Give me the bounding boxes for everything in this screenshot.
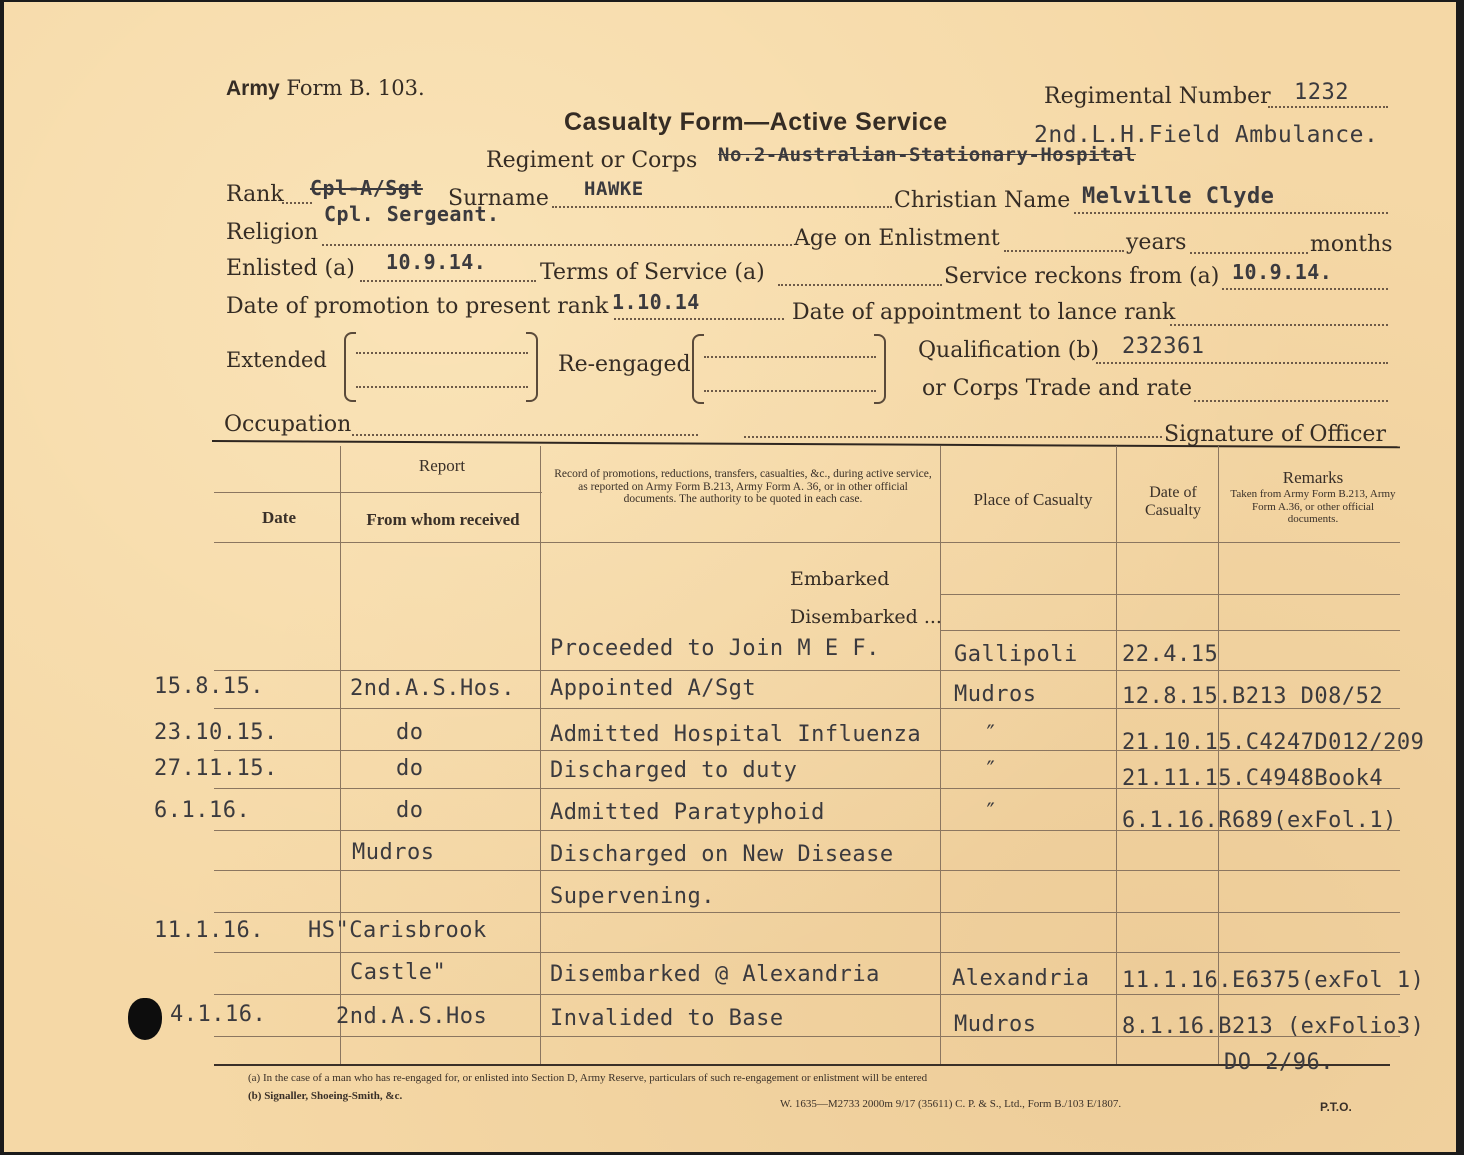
row-9-casualty-date: 8.1.16.B213 (exFolio3) (1122, 1014, 1425, 1039)
corps-trade-label: or Corps Trade and rate (922, 376, 1192, 401)
row-0-place: Gallipoli (954, 642, 1078, 667)
years-label: years (1126, 230, 1187, 255)
signature-label: Signature of Officer (1164, 422, 1386, 447)
row-1-place: Mudros (954, 682, 1037, 707)
remarks-header: Remarks (1282, 468, 1344, 487)
row-2-record: Admitted Hospital Influenza (550, 722, 922, 747)
row-9-from: 2nd.A.S.Hos (336, 1004, 488, 1029)
row-2-place: ″ (984, 722, 998, 747)
row-3-from: do (396, 756, 424, 781)
christian-name-label: Christian Name (894, 188, 1071, 213)
row-2-from: do (396, 720, 424, 745)
printer-imprint: W. 1635—M2733 2000m 9/17 (35611) C. P. & S., Ltd., Form B./103 E/1807. (780, 1098, 1122, 1110)
row-8-casualty-date: 11.1.16.E6375(exFol 1) (1122, 968, 1425, 993)
punch-hole (128, 998, 162, 1040)
row-4-date: 6.1.16. (154, 798, 251, 823)
row-6-record: Supervening. (550, 884, 715, 909)
footnote-a: (a) In the case of a man who has re-engaged for, or enlisted into Section D, Army Reserve, particulars of such re-engagement or enlistment will be entered (248, 1072, 928, 1084)
rank-value: Cpl. Sergeant. (324, 202, 500, 226)
form-number (226, 76, 425, 101)
qualification-value: 232361 (1122, 334, 1205, 359)
service-reckons-label: Service reckons from (a) (944, 264, 1220, 289)
promotion-value: 1.10.14 (612, 290, 700, 314)
row-2-date: 23.10.15. (154, 720, 278, 745)
lance-label: Date of appointment to lance rank (792, 300, 1176, 325)
row-1-date: 15.8.15. (154, 674, 264, 699)
terms-label: Terms of Service (a) (540, 260, 765, 285)
christian-name-value: Melville Clyde (1082, 184, 1275, 209)
footnote-b: (b) Signaller, Shoeing-Smith, &c. (248, 1090, 403, 1102)
row-9-date: 4.1.16. (170, 1002, 267, 1027)
row-8-from: Castle" (350, 960, 447, 985)
row-7-date: 11.1.16. (154, 918, 264, 943)
reengaged-label: Re-engaged (558, 352, 691, 377)
rank-struck: Cpl-A/Sgt (310, 176, 423, 200)
row-4-record: Admitted Paratyphoid (550, 800, 825, 825)
row-3-place: ″ (984, 758, 998, 783)
rank-label: Rank (226, 182, 284, 207)
form-title: Casualty Form—Active Service (564, 108, 948, 136)
surname-label: Surname (448, 186, 549, 211)
row-0-record: Proceeded to Join M E F. (550, 636, 880, 661)
enlisted-value: 10.9.14. (386, 250, 487, 274)
months-label: months (1310, 232, 1393, 257)
regimental-number-label: Regimental Number (1044, 84, 1271, 109)
occupation-label: Occupation (224, 412, 352, 437)
qualification-label: Qualification (b) (918, 338, 1100, 363)
row-8-record: Disembarked @ Alexandria (550, 962, 880, 987)
trailing-note: DO 2/96. (1224, 1050, 1334, 1075)
row-3-date: 27.11.15. (154, 756, 278, 781)
row-5-record: Discharged on New Disease (550, 842, 894, 867)
form-number-rest: Form B. 103. (286, 76, 425, 100)
form-number-prefix: Army (226, 77, 280, 100)
from-header: From whom received (366, 510, 520, 529)
row-9-record: Invalided to Base (550, 1006, 784, 1031)
row-9-place: Mudros (954, 1012, 1037, 1037)
row-4-casualty-date: 6.1.16.R689(exFol.1) (1122, 808, 1397, 833)
extended-label: Extended (226, 348, 327, 372)
disembarked-label: Disembarked ... (790, 606, 942, 628)
remarks-subheader: Taken from Army Form B.213, Army Form A.36, or other official documents. (1230, 488, 1396, 525)
row-0-casualty-date: 22.4.15 (1122, 642, 1219, 667)
row-1-record: Appointed A/Sgt (550, 676, 757, 701)
embarked-label: Embarked (790, 568, 890, 590)
row-7-from: HS"Carisbrook (308, 918, 487, 943)
promotion-label: Date of promotion to present rank (226, 294, 609, 319)
enlisted-label: Enlisted (a) (226, 256, 355, 281)
place-header: Place of Casualty (973, 490, 1093, 509)
row-2-casualty-date: 21.10.15.C4247D012/209 (1122, 730, 1425, 755)
record-header: Record of promotions, reductions, transfers, casualties, &c., during active service, as reported on Army Form B.213, Army Form A. 36, or in other official documents. The authority to be quoted in each case. (554, 468, 932, 505)
regiment-struck: No.2-Australian-Stationary-Hospital (718, 144, 1136, 166)
date-header: Date (262, 508, 296, 527)
date-casualty-header: Date of Casualty (1145, 484, 1201, 519)
row-4-from: do (396, 798, 424, 823)
service-reckons-value: 10.9.14. (1232, 260, 1333, 284)
row-8-place: Alexandria (952, 966, 1090, 991)
report-header: Report (418, 456, 466, 475)
row-3-record: Discharged to duty (550, 758, 798, 783)
pto-label: P.T.O. (1320, 1100, 1352, 1114)
surname-value: HAWKE (584, 178, 644, 200)
regiment-label: Regiment or Corps (486, 148, 698, 173)
religion-label: Religion (226, 220, 319, 245)
age-label: Age on Enlistment (794, 226, 1000, 251)
regimental-number-value: 1232 (1294, 80, 1349, 105)
regiment-typed: 2nd.L.H.Field Ambulance. (1034, 122, 1379, 148)
row-4-place: ″ (984, 800, 998, 825)
row-3-casualty-date: 21.11.15.C4948Book4 (1122, 766, 1384, 791)
row-5-from: Mudros (352, 840, 435, 865)
row-1-casualty-date: 12.8.15.B213 D08/52 (1122, 684, 1384, 709)
row-1-from: 2nd.A.S.Hos. (350, 676, 515, 701)
casualty-form-document (4, 2, 1456, 1152)
